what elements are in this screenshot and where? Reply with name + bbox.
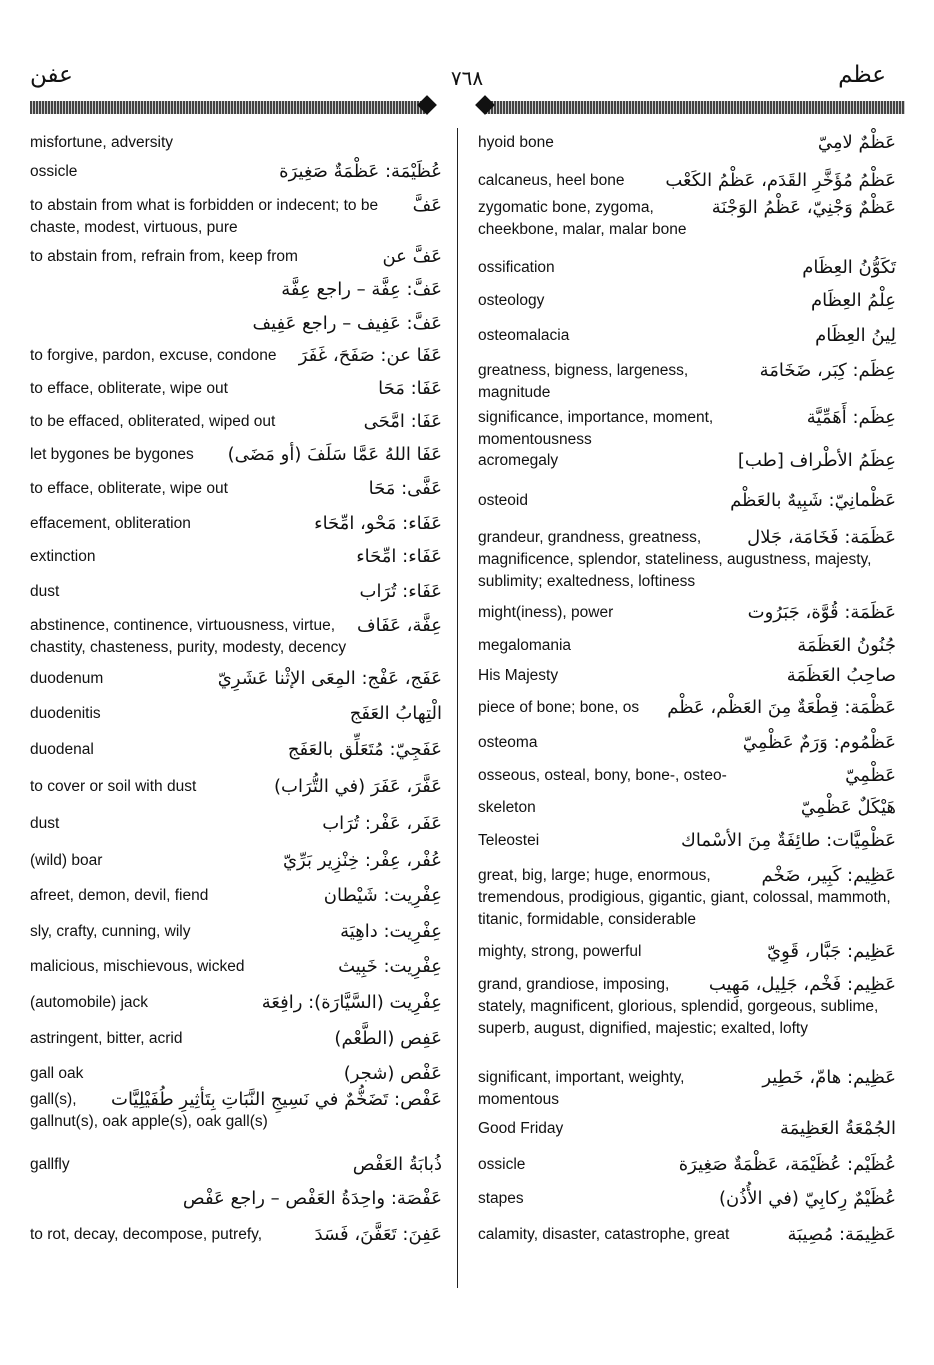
dictionary-entry — [478, 257, 896, 279]
arabic-headword: عَفَاء: امِّحَاء — [356, 546, 442, 567]
dictionary-entry — [478, 732, 896, 754]
english-definition: ossification — [478, 259, 555, 276]
arabic-headword: عِظَمُ الأطْراف [طب] — [737, 450, 896, 471]
dictionary-entry — [30, 956, 442, 978]
english-definition: osteomalacia — [478, 327, 570, 344]
arabic-headword: عُظَيْم: عُظَيْمَة، عَظْمَةٌ صَغِيرَة — [678, 1154, 896, 1175]
arabic-headword: عِفْرِيت: شَيْطان — [323, 885, 442, 906]
arabic-headword: عَفَا اللهُ عَمَّا سَلَفَ (أو مَضَى) — [227, 444, 442, 465]
english-definition: significant, important, weighty, momentous — [478, 1069, 685, 1108]
arabic-headword: عَفِص (الطَّعْم) — [334, 1028, 442, 1049]
arabic-headword: عَظِيم: جَبَّار، قَوِيّ — [767, 941, 896, 962]
arabic-headword: عَظْمِيَّات: طائِفَةٌ مِنَ الأسْماك — [681, 830, 896, 851]
dictionary-entry — [478, 490, 896, 512]
english-definition: misfortune, adversity — [30, 134, 173, 151]
english-definition: osseous, osteal, bony, bone-, osteo- — [478, 767, 727, 784]
english-definition: Teleostei — [478, 832, 540, 849]
english-definition: to abstain from, refrain from, keep from — [30, 248, 298, 265]
dictionary-entry — [30, 246, 442, 268]
english-definition: to efface, obliterate, wipe out — [30, 480, 228, 497]
arabic-headword: عَفَّ — [412, 195, 442, 216]
dictionary-entry — [30, 850, 442, 872]
arabic-headword: عِفْرِيت: خَبِيث — [338, 956, 442, 977]
dictionary-entry — [30, 581, 442, 603]
arabic-headword: عِلْمُ العِظَام — [811, 290, 896, 311]
dictionary-entry — [30, 776, 442, 798]
arabic-headword: عَفَا: مَحَا — [378, 378, 442, 399]
dictionary-entry — [30, 992, 442, 1014]
arabic-headword: عَظْمٌ وَجْنِيّ، عَظْمُ الوَجْنَة — [711, 197, 896, 218]
arabic-headword: عَظْمَة: قِطْعَةٌ مِنَ العَظْم، عَظْم — [667, 697, 896, 718]
dictionary-entry — [478, 765, 896, 787]
arabic-headword: عَفَر، عَفْر: تُرَاب — [322, 813, 442, 834]
english-definition: duodenitis — [30, 705, 101, 722]
english-definition: calamity, disaster, catastrophe, great — [478, 1226, 730, 1243]
dictionary-entry — [30, 513, 442, 535]
english-definition: calcaneus, heel bone — [478, 172, 625, 189]
arabic-headword: عَظِيم: هامّ، خَطِير — [762, 1067, 896, 1088]
arabic-headword: عَظِيمَة: مُصِيبَة — [787, 1224, 896, 1245]
dictionary-entry — [30, 1188, 442, 1210]
arabic-headword: عَفَاء: مَحْو، امِّحَاء — [314, 513, 442, 534]
arabic-headword: عَفَّرَ، عَفَرَ (في التُّرَاب) — [274, 776, 442, 797]
page-number: ٧٦٨ — [450, 68, 484, 90]
english-definition: let bygones be bygones — [30, 446, 194, 463]
english-definition: abstinence, continence, virtuousness, virtue, chastity, chasteness, purity, modesty, decency — [30, 617, 347, 656]
arabic-headword: عُظَيْمَة: عَظْمَةٌ صَغِيرَة — [279, 161, 442, 182]
dictionary-entry — [30, 378, 442, 400]
arabic-headword: هَيْكَلٌ عَظْمِيّ — [800, 797, 896, 818]
english-definition: mighty, strong, powerful — [478, 943, 642, 960]
dictionary-entry — [478, 797, 896, 819]
dictionary-entry — [478, 1224, 896, 1246]
arabic-headword: عَظَمَة: فَخَامَة، جَلال — [747, 527, 896, 548]
arabic-headword: عَفَجِيّ: مُتَعَلِّق بالعَفَج — [287, 739, 442, 760]
dictionary-entry — [478, 360, 896, 404]
dictionary-entry — [478, 450, 896, 472]
arabic-headword: عِفْرِيت (السَّيَّارَة): رافِعَة — [261, 992, 442, 1013]
dictionary-entry — [30, 885, 442, 907]
header-left-headword: عفن — [30, 62, 73, 87]
dictionary-entry — [478, 602, 896, 624]
arabic-headword: عَظَمَة: قُوَّة، جَبَرُوت — [747, 602, 896, 623]
english-definition: great, big, large; huge, enormous, tremendous, prodigious, gigantic, giant, colossal, mammoth, titanic, formidable, considerable — [478, 867, 891, 928]
dictionary-entry — [30, 546, 442, 568]
dictionary-entry — [30, 478, 442, 500]
dictionary-entry — [478, 830, 896, 852]
english-definition: grand, grandiose, imposing, stately, magnificent, glorious, splendid, gorgeous, sublime, superb, august, dignified, majestic; exalted, lofty — [478, 976, 879, 1037]
arabic-headword: عَفْص: تَضَخُّمٌ في نَسِيجِ النَّبَاتِ بِتَأثِيرِ طُفَيْلِيَّات — [111, 1089, 442, 1110]
dictionary-entry — [30, 703, 442, 725]
english-definition: dust — [30, 815, 60, 832]
dictionary-entry — [30, 411, 442, 433]
header-rule-left — [30, 101, 428, 114]
arabic-headword: عِفَّة، عَفَاف — [356, 615, 442, 636]
english-definition: to cover or soil with dust — [30, 778, 197, 795]
english-definition: might(iness), power — [478, 604, 614, 621]
english-definition: to efface, obliterate, wipe out — [30, 380, 228, 397]
arabic-headword: عَفَّ: عِفَّة – راجع عِفَّة — [281, 279, 442, 300]
english-definition: afreet, demon, devil, fiend — [30, 887, 209, 904]
header-right-headword: عظم — [838, 62, 886, 87]
dictionary-entry — [478, 865, 896, 931]
dictionary-entry — [30, 161, 442, 183]
arabic-headword: عَفَاء: تُرَاب — [359, 581, 442, 602]
arabic-headword: عِظَم: أَهَمِّيَّة — [806, 407, 896, 428]
dictionary-entry — [478, 132, 896, 154]
dictionary-entry — [478, 290, 896, 312]
arabic-headword: عُفْر، عِفْر: خِنْزِير بَرِّيّ — [282, 850, 442, 871]
english-definition: (wild) boar — [30, 852, 103, 869]
english-definition: effacement, obliteration — [30, 515, 191, 532]
english-definition: to rot, decay, decompose, putrefy, — [30, 1226, 263, 1243]
arabic-headword: عَظْمُوم: وَرَمٌ عَظْمِيّ — [742, 732, 896, 753]
dictionary-entry — [30, 615, 442, 659]
arabic-headword: عَظْمُ مُؤَخَّرِ القَدَم، عَظْمُ الكَعْب — [665, 170, 896, 191]
dictionary-entry — [30, 1028, 442, 1050]
arabic-headword: عِفْرِيت: داهِيَة — [340, 921, 442, 942]
dictionary-entry — [478, 170, 896, 192]
dictionary-entry — [30, 1063, 442, 1085]
dictionary-entry — [478, 325, 896, 347]
english-definition: duodenum — [30, 670, 104, 687]
english-definition: greatness, bigness, largeness, magnitude — [478, 362, 689, 401]
dictionary-entry — [478, 527, 896, 593]
english-definition: duodenal — [30, 741, 94, 758]
column-divider — [457, 128, 458, 1288]
arabic-headword: الْتِهابُ العَفَج — [349, 703, 442, 724]
dictionary-entry — [30, 279, 442, 301]
dictionary-entry — [478, 197, 896, 241]
dictionary-entry — [30, 921, 442, 943]
english-definition: grandeur, grandness, greatness, magnificence, splendor, stateliness, augustness, majesty, sublimity; exaltedness, loftiness — [478, 529, 872, 590]
english-definition: osteoid — [478, 492, 528, 509]
english-definition: gall(s), gallnut(s), oak apple(s), oak gall(s) — [30, 1091, 268, 1130]
dictionary-entry — [478, 941, 896, 963]
english-definition: osteoma — [478, 734, 538, 751]
arabic-headword: عَفَّ: عَفِيف – راجع عَفِيف — [252, 313, 442, 334]
english-definition: gallfly — [30, 1156, 70, 1173]
dictionary-entry — [30, 1154, 442, 1176]
english-definition: dust — [30, 583, 60, 600]
dictionary-entry — [478, 1188, 896, 1210]
dictionary-entry — [478, 1067, 896, 1111]
dictionary-entry — [30, 313, 442, 335]
arabic-headword: عَفِنَ: تَعَفَّنَ، فَسَدَ — [314, 1224, 442, 1245]
arabic-headword: عَفَا عن: صَفَحَ، غَفَرَ — [298, 345, 442, 366]
dictionary-entry — [478, 1154, 896, 1176]
dictionary-entry — [30, 1089, 442, 1133]
dictionary-entry — [478, 635, 896, 657]
arabic-headword: الجُمْعَةُ العَظِيمَة — [780, 1118, 896, 1139]
arabic-headword: عُظَيْمٌ رِكابِيّ (في الأُذُن) — [719, 1188, 896, 1209]
english-definition: (automobile) jack — [30, 994, 149, 1011]
arabic-headword: صاحِبُ العَظَمَة — [786, 665, 896, 686]
english-definition: megalomania — [478, 637, 572, 654]
english-definition: to forgive, pardon, excuse, condone — [30, 347, 277, 364]
arabic-headword: عَفَا: امَّحَى — [363, 411, 442, 432]
arabic-headword: تَكَوُّنُ العِظَام — [802, 257, 896, 278]
english-definition: significance, importance, moment, momentousness — [478, 409, 714, 448]
arabic-headword: لِينُ العِظَام — [815, 325, 896, 346]
arabic-headword: ذُبابَةُ العَفْص — [352, 1154, 442, 1175]
english-definition: malicious, mischievous, wicked — [30, 958, 245, 975]
english-definition: sly, crafty, cunning, wily — [30, 923, 191, 940]
english-definition: acromegaly — [478, 452, 559, 469]
english-definition: skeleton — [478, 799, 536, 816]
dictionary-entry — [30, 195, 442, 239]
arabic-headword: عَظْمِيّ — [845, 765, 896, 786]
arabic-headword: عَفْص (شجر) — [343, 1063, 442, 1084]
english-definition: ossicle — [478, 1156, 526, 1173]
arabic-headword: عَظْمٌ لامِيّ — [817, 132, 896, 153]
english-definition: stapes — [478, 1190, 524, 1207]
english-definition: hyoid bone — [478, 134, 554, 151]
arabic-headword: عَظْمانِيّ: شَبِيهٌ بالعَظْم — [730, 490, 896, 511]
arabic-headword: عَفَّى: مَحَا — [368, 478, 442, 499]
dictionary-entry — [30, 813, 442, 835]
english-definition: ossicle — [30, 163, 78, 180]
dictionary-entry — [30, 739, 442, 761]
english-definition: His Majesty — [478, 667, 559, 684]
dictionary-entry — [478, 407, 896, 451]
dictionary-entry — [478, 974, 896, 1040]
dictionary-entry — [30, 444, 442, 466]
english-definition: to abstain from what is forbidden or indecent; to be chaste, modest, virtuous, pure — [30, 197, 379, 236]
arabic-headword: جُنُونُ العَظَمَة — [797, 635, 896, 656]
english-definition: piece of bone; bone, os — [478, 699, 640, 716]
header-rule-right — [485, 101, 905, 114]
english-definition: Good Friday — [478, 1120, 564, 1137]
dictionary-entry — [30, 1224, 442, 1246]
arabic-headword: عَفَّ عن — [382, 246, 442, 267]
english-definition: astringent, bitter, acrid — [30, 1030, 183, 1047]
arabic-headword: عِظَم: كِبَر، ضَخَامَة — [759, 360, 896, 381]
english-definition: zygomatic bone, zygoma, cheekbone, malar, malar bone — [478, 199, 687, 238]
arabic-headword: عَظِيم: فَخْم، جَلِيل، مَهِيب — [708, 974, 896, 995]
english-definition: to be effaced, obliterated, wiped out — [30, 413, 276, 430]
english-definition: extinction — [30, 548, 96, 565]
english-definition: gall oak — [30, 1065, 84, 1082]
arabic-headword: عَفْصَة: واحِدَةُ العَفْص – راجع عَفْص — [182, 1188, 442, 1209]
dictionary-entry — [30, 345, 442, 367]
dictionary-entry — [478, 697, 896, 719]
dictionary-entry — [478, 665, 896, 687]
dictionary-entry — [478, 1118, 896, 1140]
english-definition: osteology — [478, 292, 545, 309]
arabic-headword: عَظِيم: كَبِير، ضَخْم — [761, 865, 896, 886]
arabic-headword: عَفَج، عَفْج: المِعَى الإثْنا عَشَرِيّ — [217, 668, 442, 689]
dictionary-entry — [30, 668, 442, 690]
dictionary-entry — [30, 132, 442, 154]
